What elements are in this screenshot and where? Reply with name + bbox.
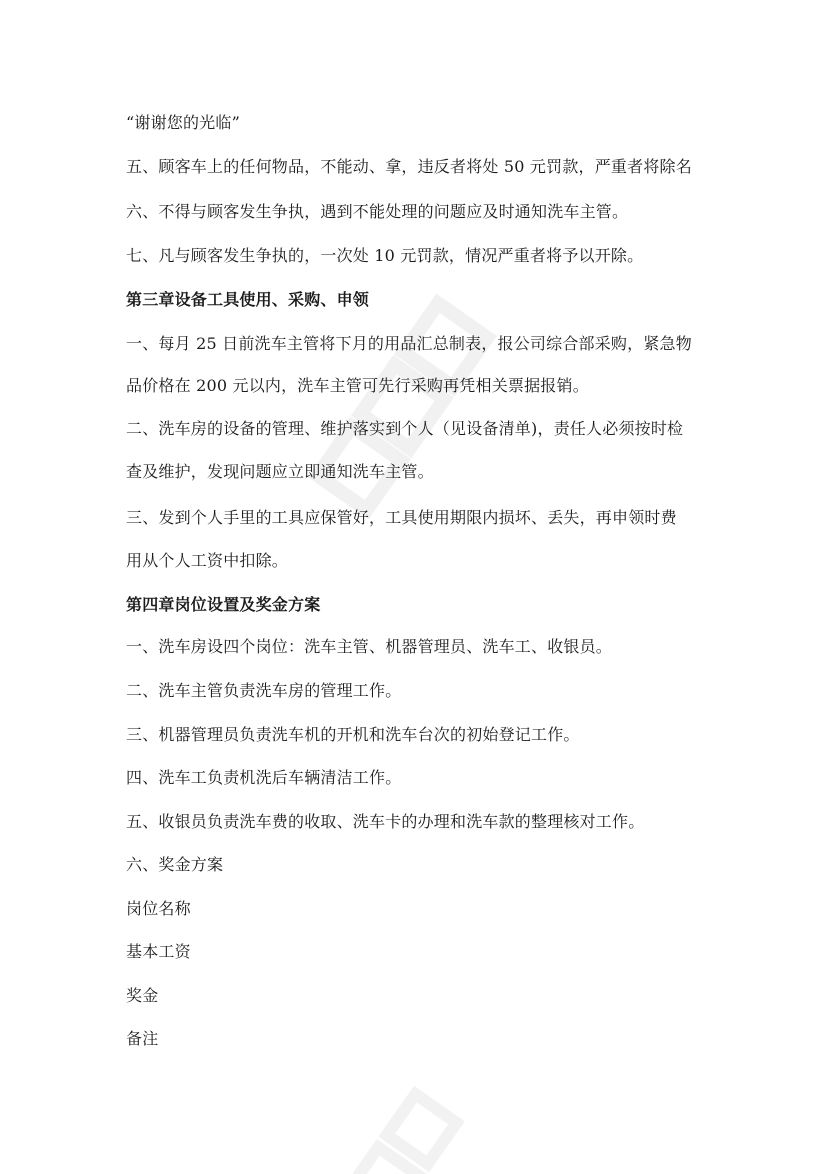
chapter-heading: 第四章岗位设置及奖金方案: [126, 595, 321, 614]
text-line: 查及维护，发现问题应立即通知洗车主管。: [126, 462, 434, 481]
text-line: 三、发到个人手里的工具应保管好，工具使用期限内损坏、丢失，再申领时费: [126, 508, 677, 527]
watermark-graphic-bottom: [320, 1050, 520, 1174]
text-line: 五、顾客车上的任何物品，不能动、拿，违反者将处 50 元罚款，严重者将除名: [126, 157, 692, 176]
text-line: 二、洗车主管负责洗车房的管理工作。: [126, 681, 402, 700]
text-line: 四、洗车工负责机洗后车辆清洁工作。: [126, 768, 402, 787]
text-line: 品价格在 200 元以内，洗车主管可先行采购再凭相关票据报销。: [126, 376, 589, 395]
table-cell-label: 基本工资: [126, 942, 191, 961]
text-line: 用从个人工资中扣除。: [126, 551, 289, 570]
text-line: 三、机器管理员负责洗车机的开机和洗车台次的初始登记工作。: [126, 725, 580, 744]
text-line: 一、每月 25 日前洗车主管将下月的用品汇总制表，报公司综合部采购，紧急物: [126, 334, 692, 353]
text-line: 七、凡与顾客发生争执的，一次处 10 元罚款，情况严重者将予以开除。: [126, 246, 644, 265]
text-line: “谢谢您的光临”: [126, 113, 240, 132]
text-line: 二、洗车房的设备的管理、维护落实到个人（见设备清单)，责任人必须按时检: [126, 419, 684, 438]
text-line: 五、收银员负责洗车费的收取、洗车卡的办理和洗车款的整理核对工作。: [126, 812, 645, 831]
text-line: 一、洗车房设四个岗位：洗车主管、机器管理员、洗车工、收银员。: [126, 637, 613, 656]
table-cell-label: 岗位名称: [126, 899, 191, 918]
table-cell-label: 奖金: [126, 986, 159, 1005]
table-cell-label: 备注: [126, 1029, 159, 1048]
text-line: 六、奖金方案: [126, 855, 224, 874]
text-line: 六、不得与顾客发生争执，遇到不能处理的问题应及时通知洗车主管。: [126, 202, 629, 221]
chapter-heading: 第三章设备工具使用、采购、申领: [126, 290, 370, 309]
